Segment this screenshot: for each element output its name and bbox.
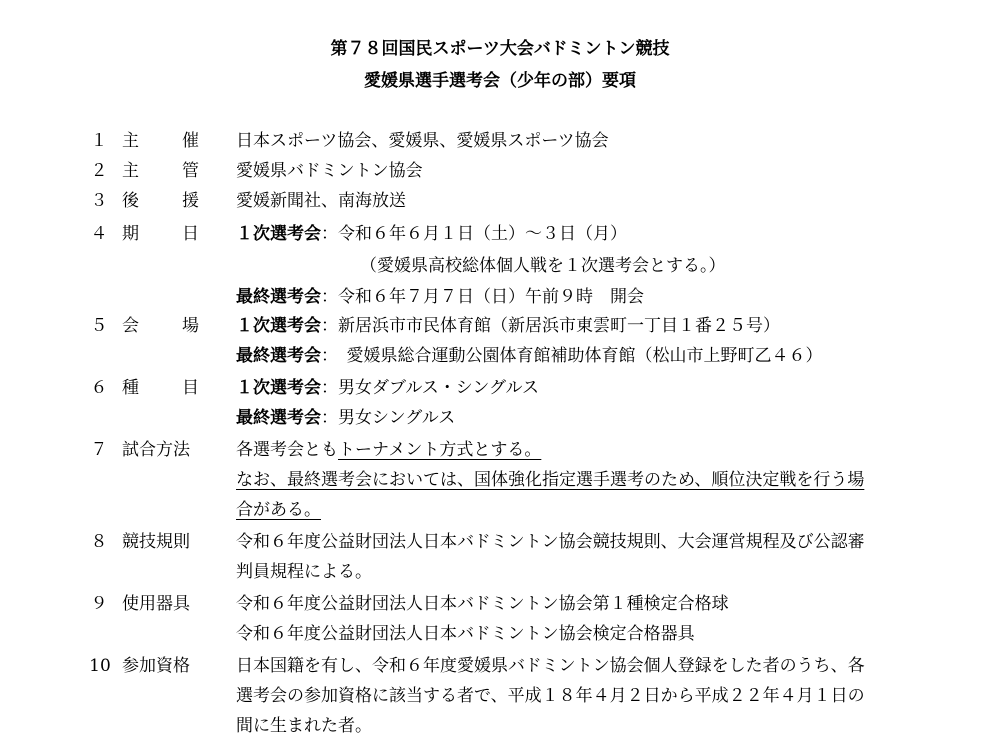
first-selection-label: １次選考会 <box>236 316 321 336</box>
document-title: 第７８回国民スポーツ大会バドミントン競技 <box>330 39 670 59</box>
eligibility-line2: 選考会の参加資格に該当する者で、平成１８年４月２日から平成２２年４月１日の <box>236 686 865 706</box>
equipment-line1: 令和６年度公益財団法人日本バドミントン協会第１種検定合格球 <box>236 594 729 614</box>
item-value: 愛媛新聞社、南海放送 <box>236 191 406 211</box>
final-selection-label: 最終選考会 <box>236 408 321 428</box>
events-final-row <box>0 403 1000 433</box>
rules-row2 <box>0 557 1000 587</box>
item-number: ８ <box>90 532 108 552</box>
final-events: ：男女シングルス <box>321 408 456 428</box>
eligibility-row3 <box>0 711 1000 741</box>
equipment-row2 <box>0 619 1000 649</box>
section-dates <box>0 219 1000 249</box>
item-value: 愛媛県バドミントン協会 <box>236 161 423 181</box>
section-equipment <box>0 589 1000 619</box>
item-number: ２ <box>90 161 108 181</box>
first-selection-label: １次選考会 <box>236 378 321 398</box>
item-number: ４ <box>90 224 108 244</box>
document-subtitle: 愛媛県選手選考会（少年の部）要項 <box>364 71 636 91</box>
item-label-char: 種 <box>122 378 139 398</box>
final-selection-label: 最終選考会 <box>236 346 321 366</box>
match-format-underlined: トーナメント方式とする。 <box>338 440 542 460</box>
rules-line1: 令和６年度公益財団法人日本バドミントン協会競技規則、大会運営規程及び公認審 <box>236 532 865 552</box>
rules-line2: 判員規程による。 <box>236 562 372 582</box>
eligibility-row2 <box>0 681 1000 711</box>
match-format-line1 <box>236 435 541 465</box>
item-label: 参加資格 <box>122 656 190 676</box>
first-venue-line <box>236 311 780 341</box>
first-selection-line <box>236 219 627 249</box>
item-number: １ <box>90 131 108 151</box>
section-support <box>0 186 1000 216</box>
item-label-char: 後 <box>122 191 139 211</box>
item-label-char: 催 <box>182 131 199 151</box>
venue-final-row <box>0 341 1000 371</box>
item-label-char: 管 <box>182 161 199 181</box>
final-venue-line <box>236 341 823 371</box>
item-number: ６ <box>90 378 108 398</box>
section-management <box>0 156 1000 186</box>
item-value: 日本スポーツ協会、愛媛県、愛媛県スポーツ協会 <box>236 131 609 151</box>
match-format-text: 各選考会とも <box>236 440 338 460</box>
item-label-char: 目 <box>182 378 199 398</box>
final-selection-date: ：令和６年７月７日（日）午前９時 開会 <box>321 287 644 307</box>
item-label-char: 日 <box>182 224 199 244</box>
section-venue <box>0 311 1000 341</box>
first-events-line <box>236 373 539 403</box>
item-number: ３ <box>90 191 108 211</box>
item-number: ７ <box>90 440 108 460</box>
item-label-char: 会 <box>122 316 139 336</box>
item-number: 10 <box>89 656 111 676</box>
item-label-char: 期 <box>122 224 139 244</box>
first-selection-date: ：令和６年６月１日（土）～３日（月） <box>321 224 627 244</box>
final-events-line <box>236 403 455 433</box>
section-organizer <box>0 126 1000 156</box>
first-selection-label: １次選考会 <box>236 224 321 244</box>
match-format-row3 <box>0 495 1000 525</box>
dates-final-row <box>0 282 1000 312</box>
match-format-line2: なお、最終選考会においては、国体強化指定選手選考のため、順位決定戦を行う場 <box>236 470 865 490</box>
section-eligibility <box>0 651 1000 681</box>
item-number: ９ <box>90 594 108 614</box>
final-selection-label: 最終選考会 <box>236 287 321 307</box>
dates-note-row <box>0 251 1000 281</box>
eligibility-line3: 間に生まれた者。 <box>236 716 372 736</box>
item-label-char: 主 <box>122 131 139 151</box>
item-label-char: 場 <box>182 316 199 336</box>
match-format-row2 <box>0 465 1000 495</box>
item-label-char: 主 <box>122 161 139 181</box>
match-format-line3: 合がある。 <box>236 500 321 520</box>
first-selection-note: （愛媛県高校総体個人戦を１次選考会とする。） <box>360 256 726 276</box>
item-label: 試合方法 <box>122 440 190 460</box>
equipment-line2: 令和６年度公益財団法人日本バドミントン協会検定合格器具 <box>236 624 695 644</box>
item-label: 使用器具 <box>122 594 190 614</box>
item-number: ５ <box>90 316 108 336</box>
final-selection-line <box>236 282 644 312</box>
final-venue: ： 愛媛県総合運動公園体育館補助体育館（松山市上野町乙４６） <box>321 346 823 366</box>
section-events <box>0 373 1000 403</box>
eligibility-line1: 日本国籍を有し、令和６年度愛媛県バドミントン協会個人登録をした者のうち、各 <box>236 656 865 676</box>
item-label: 競技規則 <box>122 532 190 552</box>
first-venue: ：新居浜市市民体育館（新居浜市東雲町一丁目１番２５号） <box>321 316 780 336</box>
first-events: ：男女ダブルス・シングルス <box>321 378 540 398</box>
section-match-format <box>0 435 1000 465</box>
section-rules <box>0 527 1000 557</box>
item-label-char: 援 <box>182 191 199 211</box>
